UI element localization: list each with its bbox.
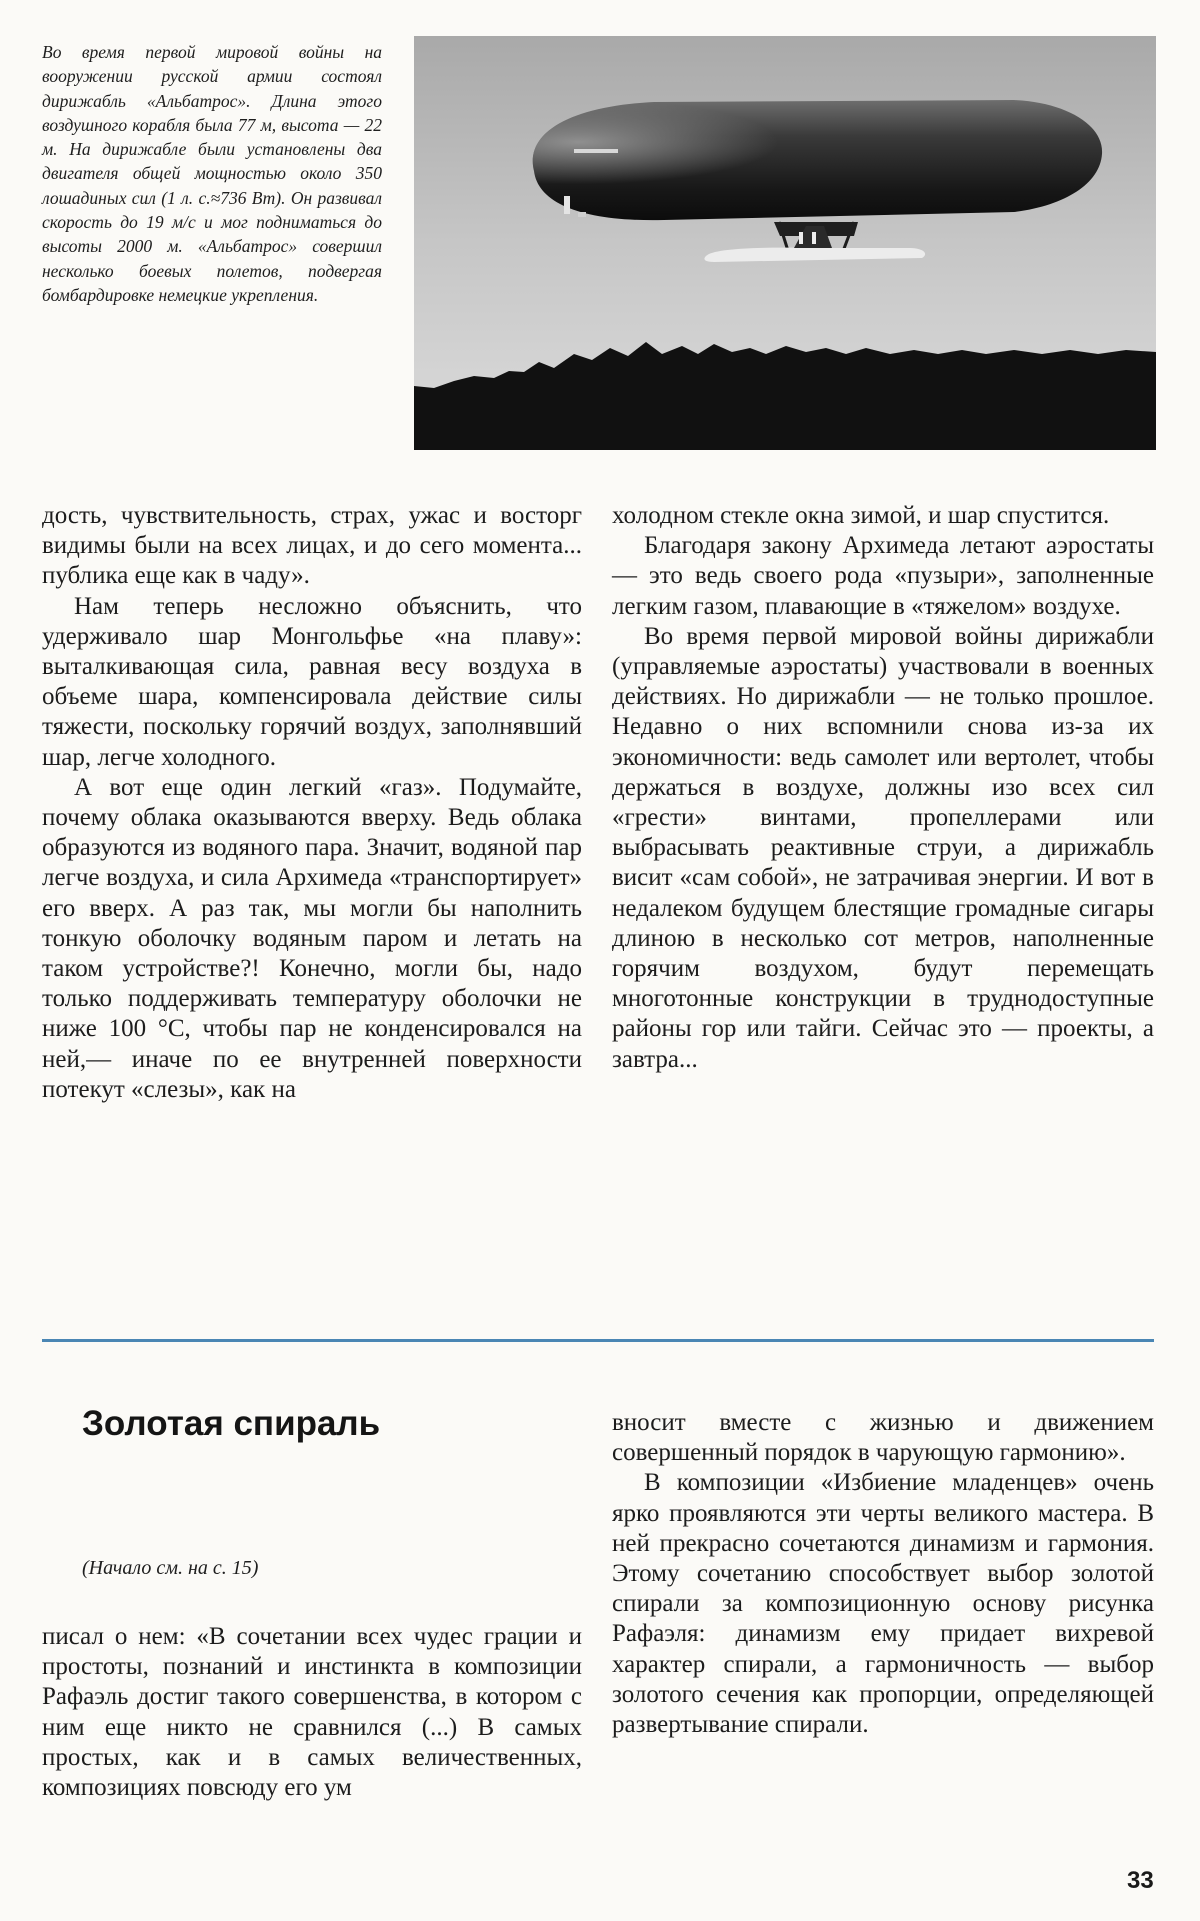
- paragraph: холодном стекле окна зимой, и шар спустится.: [612, 502, 1110, 529]
- airship-photo-image: [414, 36, 1156, 450]
- paragraph: Благодаря закону Архимеда летают аэростаты — это ведь своего рода «пузыри», заполненные легким газом, плавающие в «тяжелом» воздухе.: [612, 532, 1154, 620]
- article2-left-column: [42, 1622, 582, 1803]
- page-number: 33: [1127, 1867, 1154, 1894]
- paragraph: писал о нем: «В сочетании всех чудес грации и простоты, познаний и инстинкта в композиции Рафаэль достиг такого совершенства, в котором с ним еще никто не сравнился (...) В самых простых, как и в самых величественных, композициях повсюду его ум: [42, 1623, 582, 1802]
- article1-left-column: [42, 501, 582, 1105]
- article1-right-column: [612, 501, 1154, 1075]
- article2-right-column: [612, 1408, 1154, 1740]
- paragraph: Нам теперь несложно объяснить, что удерживало шар Монгольфье «на плаву»: выталкивающая сила, равная весу воздуха в объеме шара, компенсировала действие силы тяжести, поскольку горячий воздух, заполнявший шар, легче холодного.: [42, 592, 582, 771]
- photo-caption: Во время первой мировой войны на вооружении русской армии состоял дирижабль «Альбатрос». Длина этого воздушного корабля была 77 м, высота — 22 м. На дирижабле были установлены два двигателя общей мощностью около 350 лошадиных сил (1 л. с.≈736 Вт). Он развивал скорость до 19 м/с и мог подниматься до высоты 2000 м. «Альбатрос» совершил несколько боевых полетов, подвергая бомбардировке немецкие укрепления.: [42, 42, 382, 305]
- paragraph: В композиции «Избиение младенцев» очень ярко проявляются эти черты великого мастера. В ней прекрасно сочетаются динамизм и гармония. Этому сочетанию способствует выбор золотой спирали за композиционную основу рисунка Рафаэля: динамизм ему придает вихревой характер спирали, а гармоничность — выбор золотого сечения как пропорции, определяющей развертывание спирали.: [612, 1469, 1154, 1739]
- paragraph: вносит вместе с жизнью и движением совершенный порядок в чарующую гармонию».: [612, 1409, 1154, 1467]
- paragraph: Во время первой мировой войны дирижабли (управляемые аэростаты) участвовали в военных действиях. Но дирижабли — не только прошлое. Недавно о них вспомнили снова из-за их экономичности: ведь самолет или вертолет, чтобы держаться в воздухе, должны изо всех сил «грести» винтами, пропеллерами или выбрасывать реактивные струи, а дирижабль висит «сам собой», не затрачивая энергии. И вот в недалеком будущем блестящие громадные сигары длиною в несколько сот метров, наполненные горячим воздухом, будут перемещать многотонные конструкции в труднодоступные районы гор или тайги. Сейчас это — проекты, а завтра...: [612, 622, 1154, 1073]
- paragraph: дость, чувствительность, страх, ужас и восторг видимы были на всех лицах, и до сего момента... публика еще как в чаду».: [42, 502, 582, 590]
- paragraph: А вот еще один легкий «газ». Подумайте, почему облака оказываются вверху. Ведь облака образуются из водяного пара. Значит, водяной пар легче воздуха, и сила Архимеда «транспортирует» его вверх. А раз так, мы могли бы наполнить тонкую оболочку водяным паром и летать на таком устройстве?! Конечно, могли бы, надо только поддерживать температуру оболочки не ниже 100 °С, чтобы пар не конденсировался на ней,— иначе по ее внутренней поверхности потекут «слезы», как на: [42, 773, 582, 1103]
- continued-note: (Начало см. на с. 15): [82, 1557, 259, 1579]
- section-divider: [42, 1339, 1154, 1342]
- section-title: Золотая спираль: [82, 1404, 381, 1443]
- airship-photo: [414, 36, 1156, 450]
